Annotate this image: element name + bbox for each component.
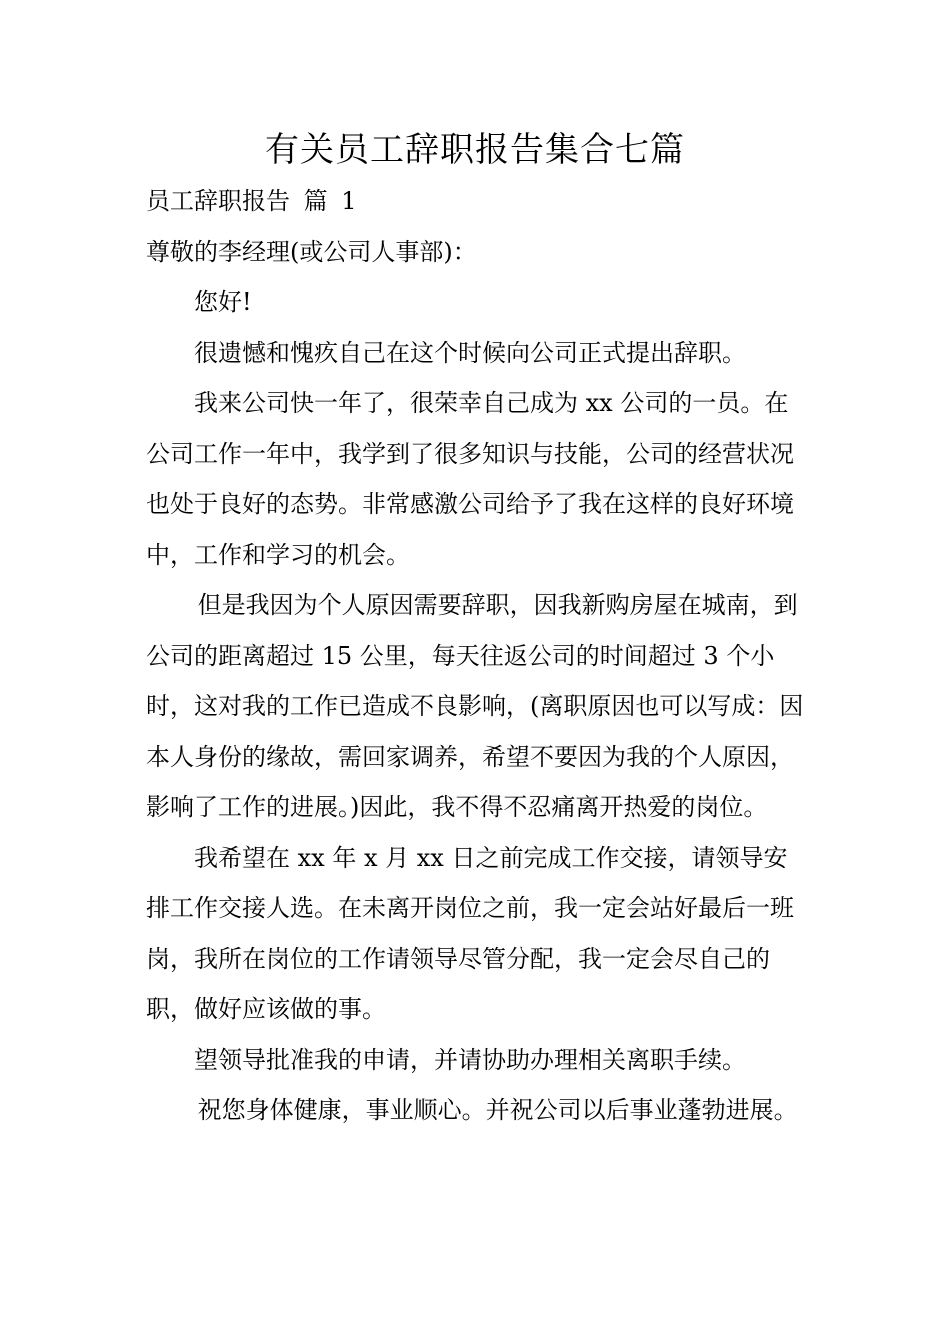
paragraph-5: 望领导批准我的申请，并请协助办理相关离职手续。 <box>194 1045 746 1074</box>
paragraph-4: 我希望在 xx 年 x 月 xx 日之前完成工作交接，请领导安排工作交接人选。在未离开岗位之前，我一定会站好最后一班岗，我所在岗位的工作请领导尽管分配，我一定会尽自己的职，做好应该做的事。 <box>146 843 794 1023</box>
document-body <box>146 176 808 1136</box>
paragraph-2: 我来公司快一年了，很荣幸自己成为 xx 公司的一员。在公司工作一年中，我学到了很多知识与技能，公司的经营状况也处于良好的态势。非常感激公司给予了我在这样的良好环境中，工作和学习的机会。 <box>146 389 794 569</box>
document-title: 有关员工辞职报告集合七篇 <box>265 130 685 170</box>
greeting: 您好! <box>194 288 252 316</box>
paragraph-6: 祝您身体健康，事业顺心。并祝公司以后事业蓬勃进展。 <box>197 1096 798 1124</box>
section-heading: 员工辞职报告 篇 1 <box>146 187 357 215</box>
paragraph-3: 但是我因为个人原因需要辞职，因我新购房屋在城南，到公司的距离超过 15 公里，每天往返公司的时间超过 3 个小时，这对我的工作已造成不良影响，(离职原因也可以写成：因本人身份的缘故，需回家调养，希望不要因为我的个人原因，影响了工作的进展。)因此，我不得不忍痛离开热爱的岗位。 <box>146 591 804 821</box>
paragraph-1: 很遗憾和愧疚自己在这个时候向公司正式提出辞职。 <box>194 338 746 367</box>
salutation: 尊敬的李经理(或公司人事部)： <box>146 237 477 266</box>
